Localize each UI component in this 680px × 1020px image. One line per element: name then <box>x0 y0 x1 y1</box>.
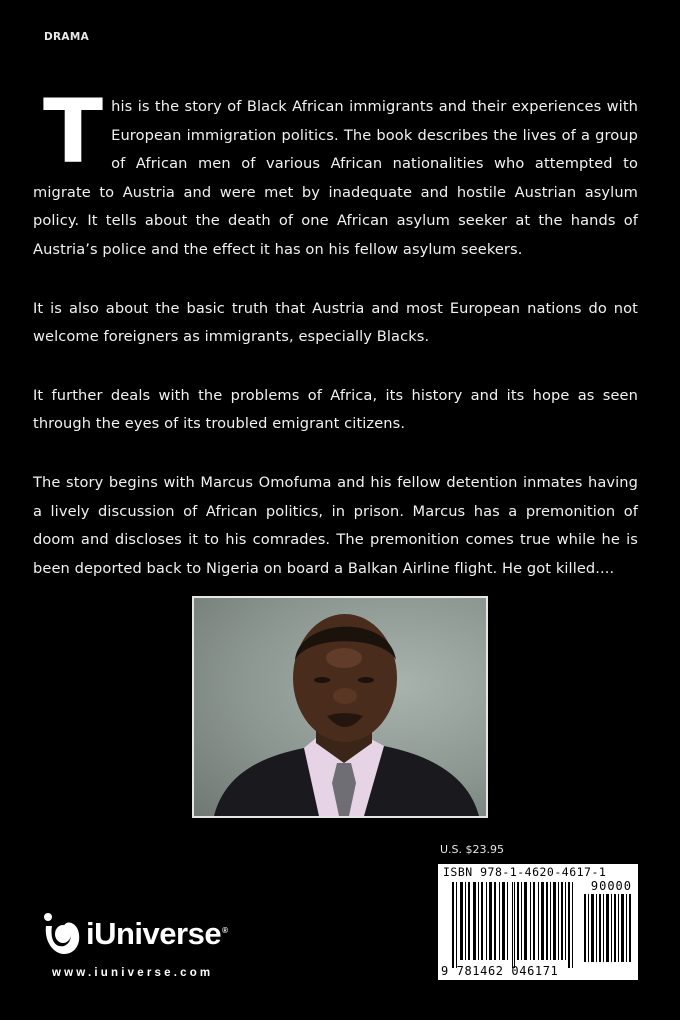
isbn-barcode <box>438 864 638 980</box>
price-label: U.S. $23.95 <box>440 843 505 856</box>
author-photo <box>192 596 488 818</box>
ean-barcode-bars <box>452 882 578 968</box>
publisher-logo <box>42 912 227 956</box>
publisher-name: iUniverse® <box>86 916 228 951</box>
iuniverse-swirl-icon <box>42 912 82 956</box>
blurb-paragraph-2: It is also about the basic truth that Austria and most European nations do not welcome foreigners as immigrants, especially Blacks. <box>33 299 638 346</box>
ean-digits: 9 781462 046171 <box>441 964 559 978</box>
isbn-number: ISBN 978-1-4620-4617-1 <box>443 865 607 879</box>
drop-cap: T <box>43 80 104 183</box>
blurb-paragraph-3: It further deals with the problems of Africa, its history and its hope as seen through the eyes of its troubled emigrant citizens. <box>33 386 638 433</box>
publisher-url: www.iuniverse.com <box>52 967 214 979</box>
genre-label: DRAMA <box>44 31 90 43</box>
registered-mark: ® <box>222 925 228 935</box>
blurb-paragraph-1 <box>33 80 638 265</box>
barcode-addon-number: 90000 <box>590 879 632 893</box>
addon-barcode-bars <box>584 894 634 962</box>
blurb-paragraph-4: The story begins with Marcus Omofuma and his fellow detention inmates having a lively discussion of African politics, in prison. Marcus has a premonition of doom and discloses it to his comrades. The premonition comes true while he is been deported back to Nigeria on board a Balkan Airline flight. He got killed.... <box>33 473 638 577</box>
blurb-paragraph-1-text: his is the story of Black African immigrants and their experiences with European immigration politics. The book describes the lives of a group of African men of various African nationalities who attempted to migrate to Austria and were met by inadequate and hostile Austrian asylum policy. It tells about the death of one African asylum seeker at the hands of Austria’s police and the effect it has on his fellow asylum seekers. <box>33 98 638 258</box>
author-portrait-illustration <box>194 598 486 816</box>
back-cover-blurb <box>33 80 638 613</box>
